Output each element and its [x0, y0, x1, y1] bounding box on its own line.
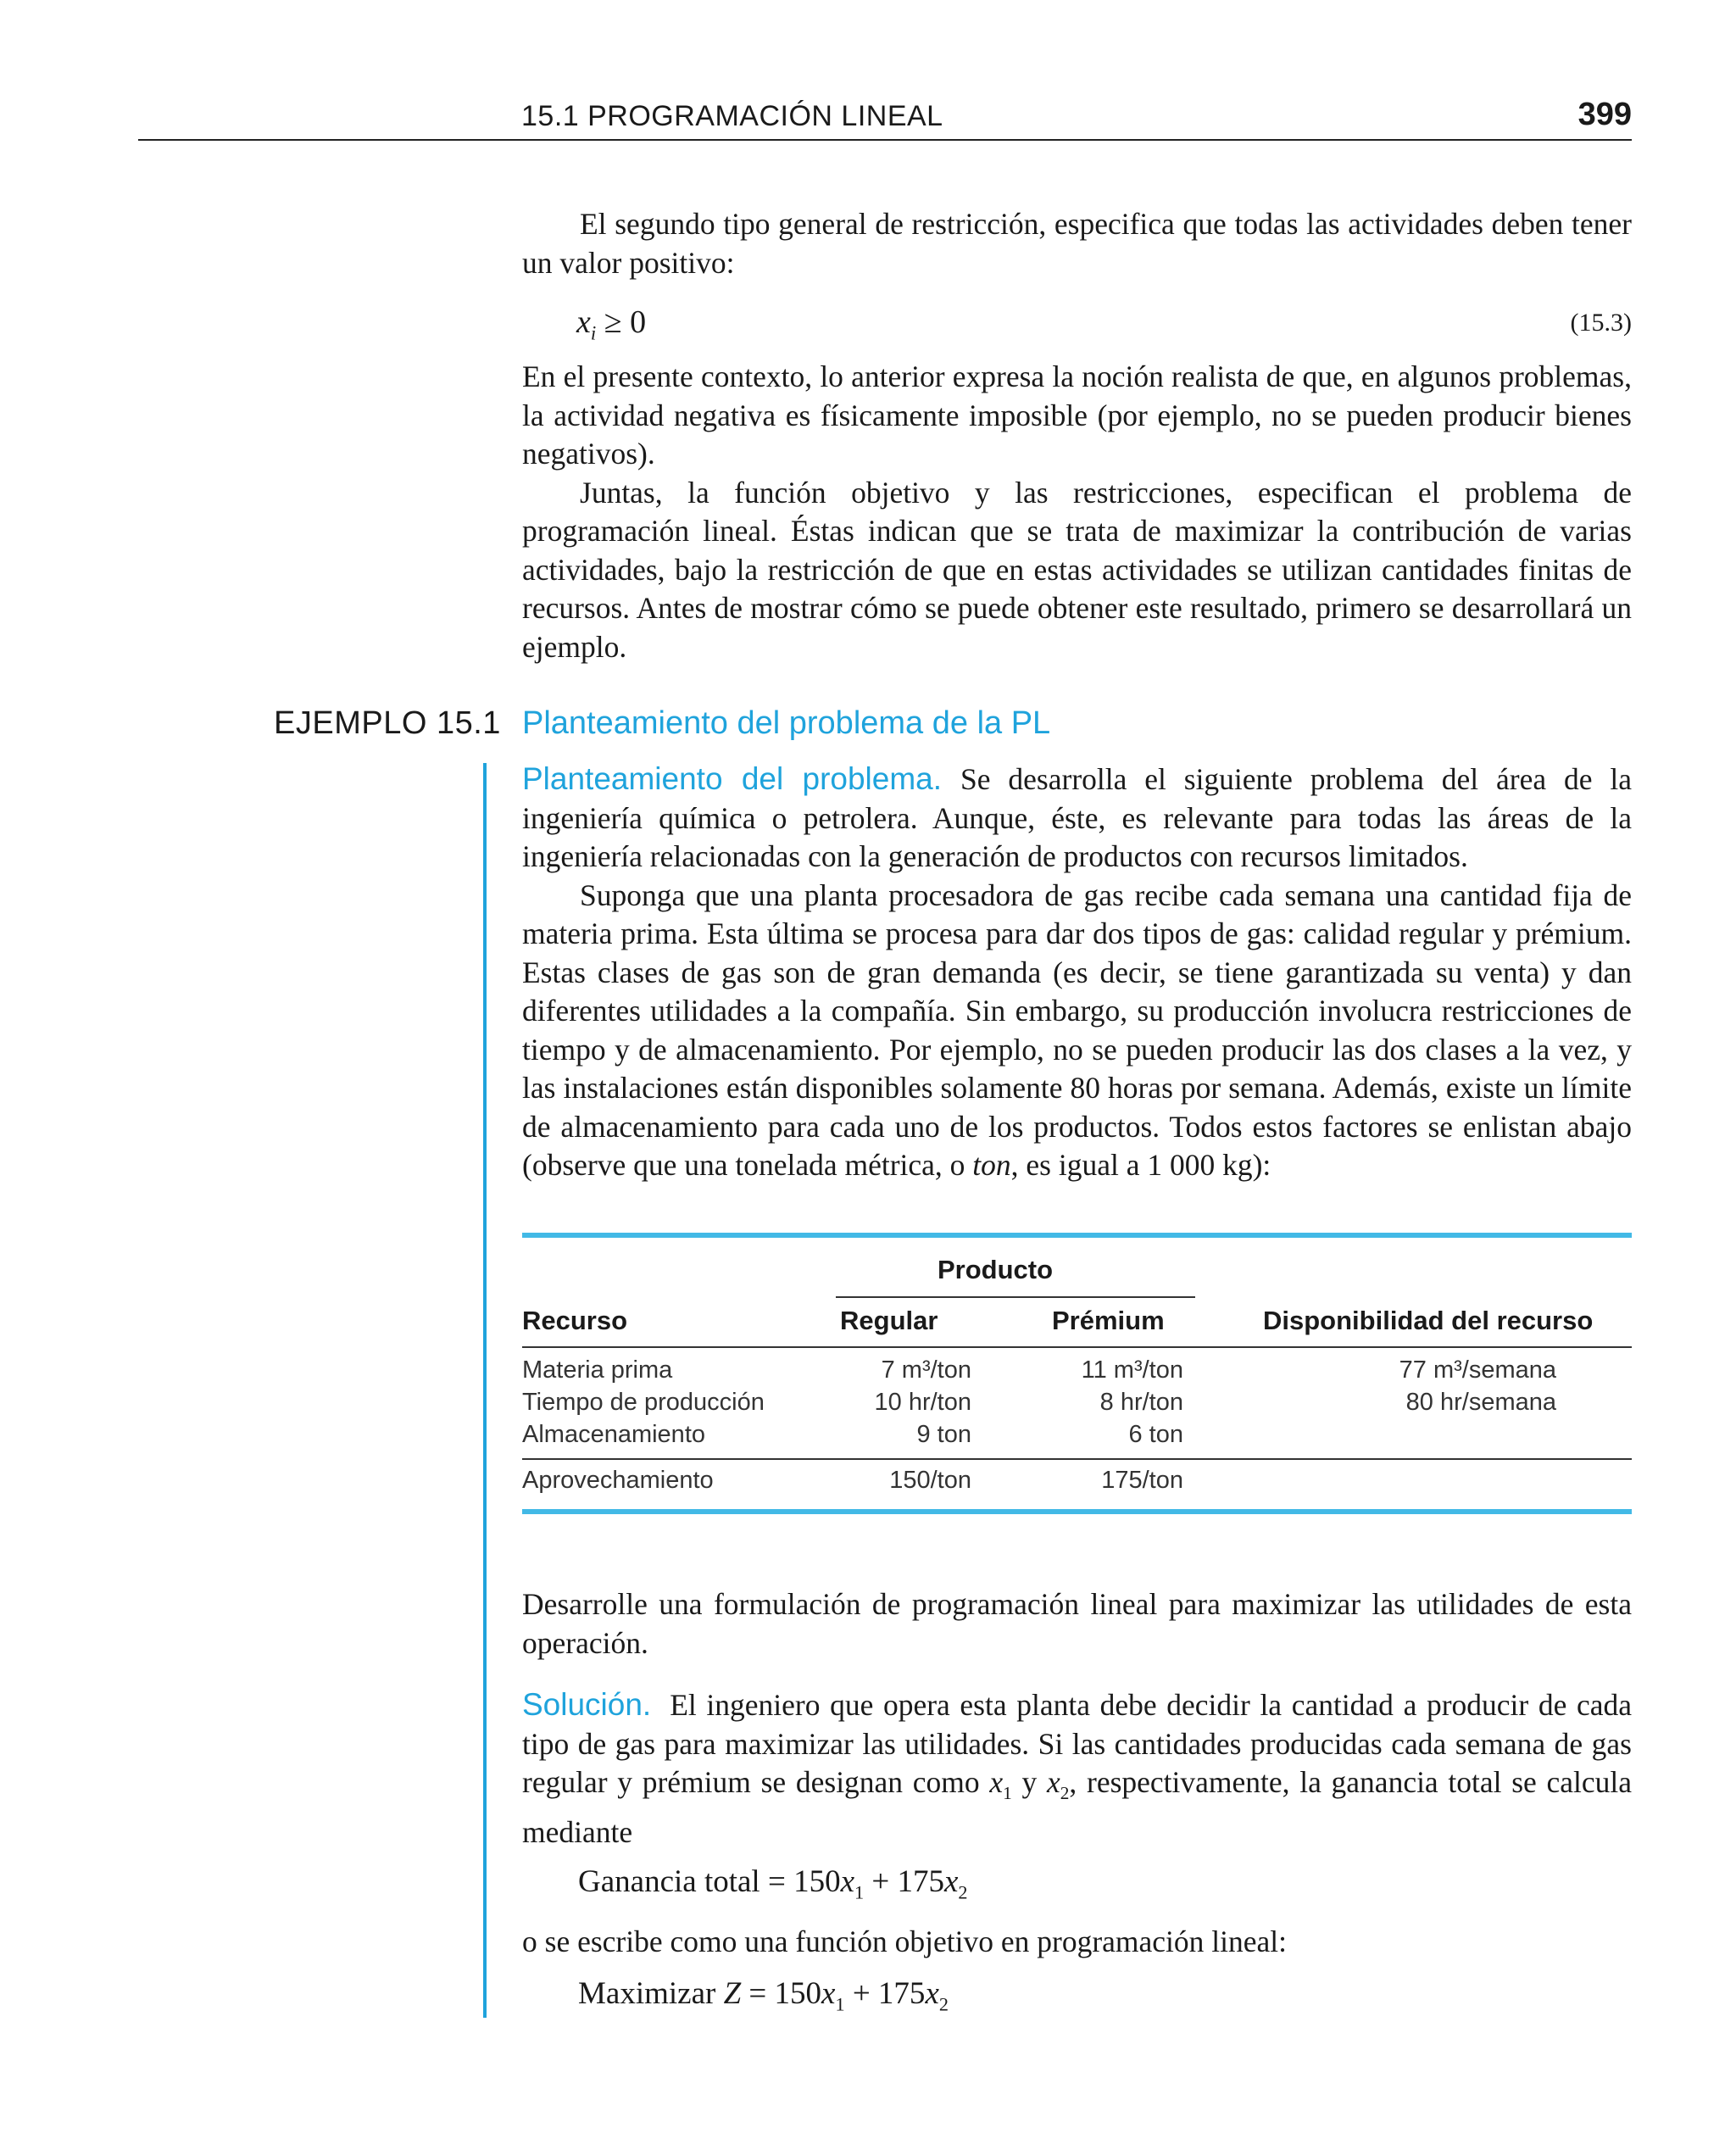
table-header-regular: Regular — [840, 1306, 938, 1335]
intro-paragraph-2: En el presente contexto, lo anterior expresa la noción realista de que, en algunos problemas, la actividad negativa es físicamente imposible (por ejemplo, no se pueden producir bienes negativos). — [522, 359, 1632, 471]
table-top-rule — [522, 1233, 1632, 1238]
solution-heading: Solución. — [522, 1687, 652, 1722]
table-header-rule — [522, 1346, 1632, 1348]
resource-table: Producto Recurso Regular Prémium Disponibilidad del recurso Materia prima 7 m³/ton 11 m³/ton 77 m³/semana Tiempo de producción 10 hr/ton 8 hr/ton 80 hr/semana Almacenamiento 9 ton 6 ton Aprovechamiento 150/ton 175/ton — [522, 1233, 1632, 1516]
intro-paragraph-3: Juntas, la función objetivo y las restricciones, especifican el problema de programación lineal. Éstas indican que se trata de maximizar la contribución de varias actividades, bajo la restricción de que en estas actividades se utilizan cantidades finitas de recursos. Antes de mostrar cómo se puede obtener este resultado, primero se desarrollará un ejemplo. — [522, 475, 1632, 664]
header-section-title: 15.1 PROGRAMACIÓN LINEAL — [521, 100, 943, 132]
objective-intro-paragraph: o se escribe como una función objetivo en programación lineal: — [522, 1924, 1287, 1958]
example-label: EJEMPLO 15.1 — [274, 705, 501, 741]
equation-total-profit: Ganancia total = $150x_1 + 175x_2$ — [578, 1864, 968, 1903]
group-header-rule — [836, 1296, 1195, 1298]
example-paragraph-3: Desarrolle una formulación de programación lineal para maximizar las utilidades de esta operación. — [522, 1587, 1632, 1660]
example-title: Planteamiento del problema de la PL — [522, 705, 1051, 741]
table-group-header: Producto — [938, 1255, 1054, 1284]
equation-number: (15.3) — [1570, 309, 1632, 337]
example-problem-block — [522, 760, 1632, 1185]
table-header-premium: Prémium — [1052, 1306, 1165, 1335]
example-task-block — [522, 1585, 1632, 1663]
example-side-bar — [483, 763, 487, 2018]
objective-intro-block — [522, 1923, 1632, 1962]
page-number: 399 — [1577, 97, 1632, 132]
table-footer-rule — [522, 1458, 1632, 1460]
example-paragraph-2: Suponga que una planta procesadora de gas recibe cada semana una cantidad fija de materia prima. Esta última se procesa para dar dos tipos de gas: calidad regular y prémium. Estas clases de gas son de gran demanda (es decir, se tiene garantizada su venta) y dan diferentes utilidades a la compañía. Sin embargo, su producción involucra restricciones de tiempo y de almacenamiento. Por ejemplo, no se pueden producir las dos clases a la vez, y las instalaciones están disponibles solamente 80 horas por semana. Además, existe un límite de almacenamiento para cada uno de los productos. Todos estos factores se enlistan abajo (observe que una tonelada métrica, o ton, es igual a 1 000 kg): — [522, 877, 1632, 1182]
intro-paragraphs-block — [522, 358, 1632, 666]
equation-objective: Maximizar $Z = 150x_1 + 175x_2$ — [578, 1976, 949, 2015]
solution-block — [522, 1685, 1632, 1852]
solution-paragraph: Solución. El ingeniero que opera esta planta debe decidir la cantidad a producir de cada tipo de gas para maximizar las utilidades. Si las cantidades producidas cada semana de gas regular y prémium se designan como $x_1$ y $x_2$, respectivamente, la ganancia total se calcula mediante — [522, 1687, 1633, 1849]
example-paragraph-1: Planteamiento del problema. Se desarrolla el siguiente problema del área de la ingeniería química o petrolera. Aunque, éste, es relevante para todas las áreas de la ingeniería relacionadas con la generación de productos con recursos limitados. — [522, 761, 1632, 873]
intro-paragraph-1: El segundo tipo general de restricción, especifica que todas las actividades deben tener un valor positivo: — [522, 207, 1632, 280]
intro-paragraph-1-block — [522, 205, 1632, 282]
running-header — [138, 95, 1632, 141]
table-header-availability: Disponibilidad del recurso — [1263, 1306, 1594, 1335]
table-header-resource: Recurso — [522, 1306, 628, 1335]
table-bottom-rule — [522, 1509, 1632, 1514]
equation-15-3: $x_i \ge 0$ — [576, 304, 647, 344]
problem-statement-heading: Planteamiento del problema. — [522, 761, 943, 796]
